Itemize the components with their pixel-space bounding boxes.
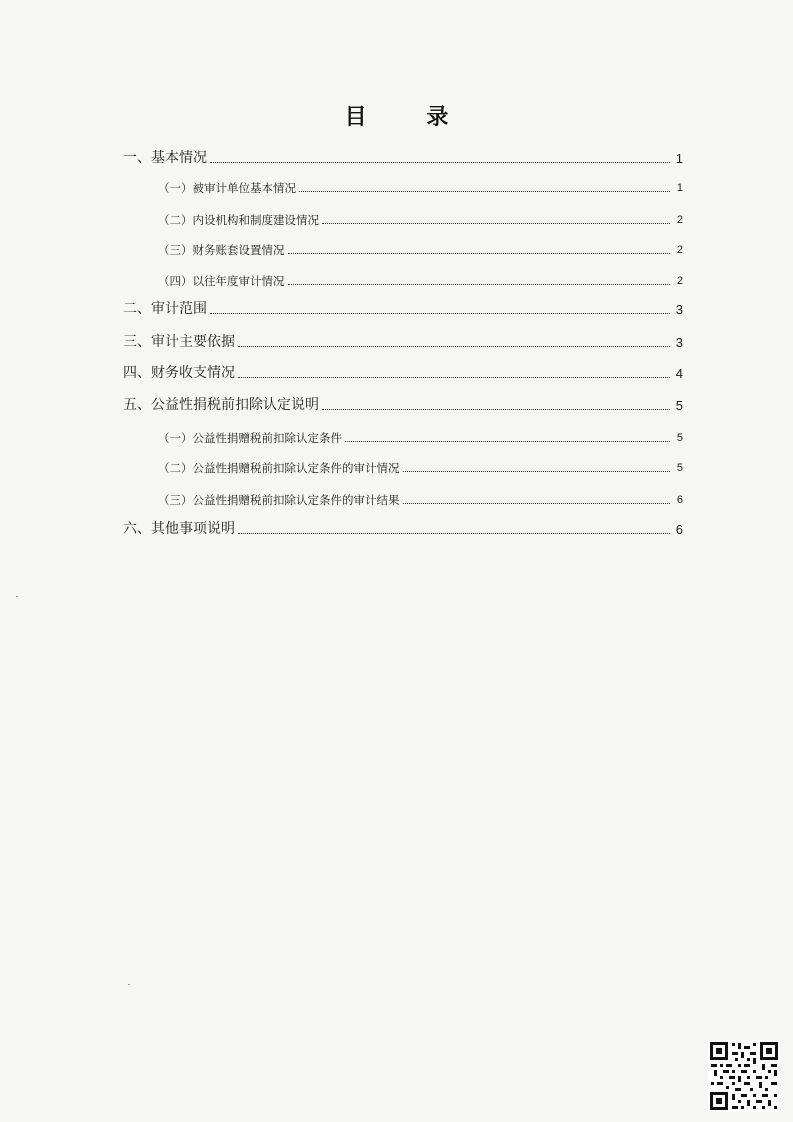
- qr-code-icon: [708, 1040, 780, 1112]
- toc-entry-label: （三）公益性捐赠税前扣除认定条件的审计结果: [158, 492, 400, 507]
- scan-speck: [128, 984, 130, 985]
- toc-leader: [210, 162, 670, 163]
- toc-page-number: 2: [676, 275, 683, 287]
- toc-entry[interactable]: [123, 362, 683, 382]
- toc-entry[interactable]: [123, 331, 683, 351]
- toc-entry[interactable]: [158, 208, 683, 228]
- toc-leader: [288, 284, 671, 285]
- toc-entry[interactable]: [158, 176, 683, 196]
- toc-leader: [345, 441, 670, 442]
- toc-leader: [238, 533, 670, 534]
- toc-entry[interactable]: [123, 518, 683, 538]
- toc-entry[interactable]: [158, 488, 683, 508]
- toc-page-number: 5: [676, 432, 683, 444]
- toc-entry[interactable]: [123, 394, 683, 414]
- toc-leader: [238, 346, 670, 347]
- toc-entry-label: 六、其他事项说明: [123, 521, 235, 537]
- toc-entry-label: （一）公益性捐赠税前扣除认定条件: [158, 430, 342, 445]
- toc-entry[interactable]: [123, 298, 683, 318]
- toc-leader: [403, 471, 671, 472]
- toc-leader: [288, 253, 671, 254]
- toc-entry-label: 五、公益性捐税前扣除认定说明: [123, 397, 319, 413]
- toc-leader: [210, 313, 670, 314]
- scan-speck: [16, 596, 18, 597]
- toc-page-number: 1: [675, 151, 683, 166]
- toc-leader: [403, 503, 671, 504]
- toc-page-number: 5: [676, 462, 683, 474]
- toc-entry-label: 三、审计主要依据: [123, 334, 235, 350]
- page-title: 目 录: [344, 104, 475, 130]
- toc-page-number: 3: [675, 302, 683, 317]
- toc-entry-label: （一）被审计单位基本情况: [158, 180, 296, 195]
- toc-leader: [238, 377, 670, 378]
- toc-page-number: 2: [676, 244, 683, 256]
- toc-entry[interactable]: [158, 456, 683, 476]
- toc-entry[interactable]: [158, 269, 683, 289]
- toc-page-number: 4: [675, 366, 683, 381]
- toc-entry[interactable]: [158, 426, 683, 446]
- toc-entry-label: （二）内设机构和制度建设情况: [158, 212, 319, 227]
- toc-page-number: 6: [676, 494, 683, 506]
- toc-entry-label: 二、审计范围: [123, 301, 207, 317]
- toc-leader: [322, 409, 670, 410]
- toc-entry-label: （二）公益性捐赠税前扣除认定条件的审计情况: [158, 460, 400, 475]
- toc-page-number: 6: [675, 522, 683, 537]
- toc-entry-label: 一、基本情况: [123, 150, 207, 166]
- toc-entry[interactable]: [123, 147, 683, 167]
- toc-leader: [322, 223, 670, 224]
- toc-leader: [299, 191, 670, 192]
- toc-entry-label: （三）财务账套设置情况: [158, 242, 285, 257]
- toc-entry[interactable]: [158, 238, 683, 258]
- toc-page-number: 3: [675, 335, 683, 350]
- toc-page-number: 2: [676, 214, 683, 226]
- toc-page-number: 1: [676, 182, 683, 194]
- toc-page-number: 5: [675, 398, 683, 413]
- toc-entry-label: （四）以往年度审计情况: [158, 273, 285, 288]
- toc-entry-label: 四、财务收支情况: [123, 365, 235, 381]
